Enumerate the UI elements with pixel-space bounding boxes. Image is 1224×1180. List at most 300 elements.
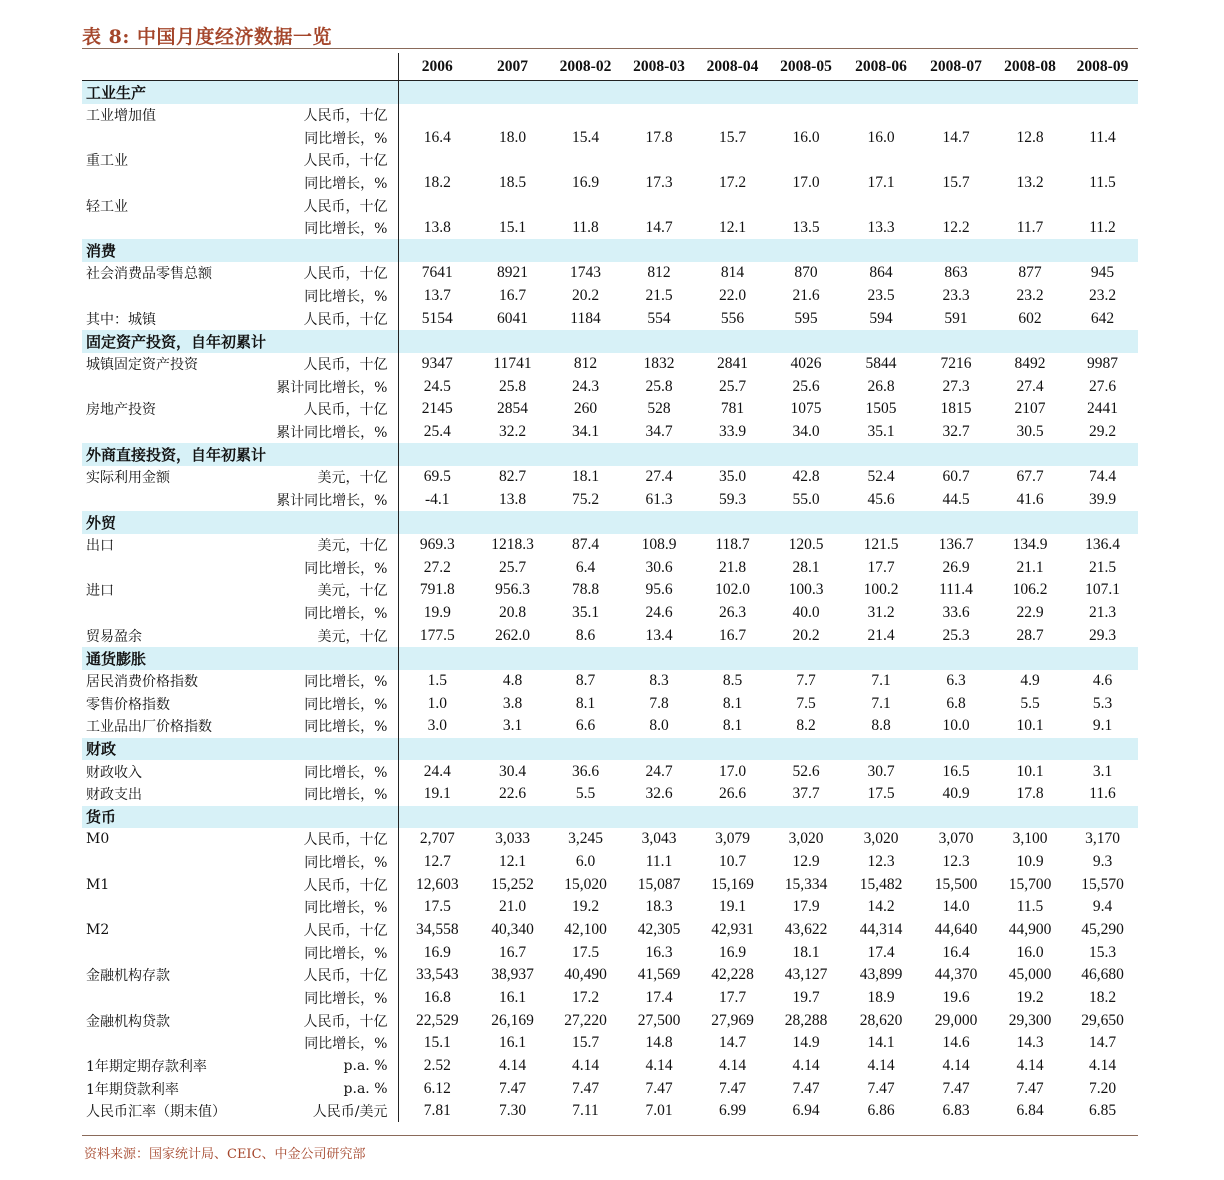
data-cell: 260 [573,400,598,418]
data-cell: 27.2 [423,558,451,576]
data-cell [919,104,993,127]
row-unit: 同比增长，% [264,1032,398,1055]
data-cell [919,149,993,172]
row-label [82,896,264,919]
row-unit: 累计同比增长，% [264,375,398,398]
row-unit: 同比增长，% [264,896,398,919]
data-cell: 7.1 [871,671,891,689]
data-cell: 26.9 [942,558,970,576]
data-cell: 23.2 [1016,287,1044,305]
data-cell: 27,220 [564,1011,607,1029]
data-cell: 8.1 [575,694,596,712]
data-cell: 15,169 [711,875,754,893]
data-cell: 19.1 [423,785,451,803]
data-cell [622,194,696,217]
data-cell: 11.5 [1089,173,1116,191]
data-cell: 24.6 [645,604,673,622]
table-row [82,194,1138,217]
data-cell: 17.8 [1016,785,1044,803]
data-cell: 33.6 [942,604,970,622]
data-cell: 25.4 [423,422,451,440]
data-cell: 22.0 [718,287,747,305]
data-cell: 12.1 [718,219,747,237]
data-cell: 31.2 [867,604,895,622]
data-cell: 25.8 [498,377,527,395]
data-cell [769,104,843,127]
column-header: 2008-02 [549,53,622,81]
data-cell: 5.3 [1092,694,1113,712]
data-cell [622,149,696,172]
data-cell: 18.0 [498,128,527,146]
data-cell: 14.7 [1088,1034,1117,1052]
data-cell: 35.1 [571,604,600,622]
column-header: 2008-08 [993,53,1067,81]
table-row [82,398,1138,421]
data-cell: 20.2 [792,626,820,644]
data-cell: 3,020 [863,830,899,848]
table-row [82,556,1138,579]
data-cell: 43,899 [859,966,903,984]
data-cell: 26.3 [718,604,747,622]
data-cell: 7.8 [649,694,669,712]
data-cell: 21.5 [1088,558,1117,576]
data-cell: 863 [944,264,968,282]
data-cell: 3,070 [938,830,974,848]
data-cell: 18.2 [1088,988,1117,1006]
data-cell: 25.7 [498,558,527,576]
data-cell: 27.4 [645,468,673,486]
row-unit: 人民币，十亿 [264,873,398,896]
data-cell: 35.0 [718,468,747,486]
table-row [82,1032,1138,1055]
data-cell: 3.0 [427,717,447,735]
table-row [82,670,1138,693]
data-cell: 3.1 [502,717,523,735]
data-cell: 595 [794,309,818,327]
data-cell: 45,000 [1008,966,1052,984]
data-cell: 6.94 [792,1102,820,1120]
data-cell: 9.1 [1092,717,1113,735]
row-unit: 人民币，十亿 [264,1009,398,1032]
data-cell: 528 [647,400,671,418]
data-table-container [82,53,1138,1122]
data-cell: 10.0 [942,717,970,735]
data-cell: 69.5 [423,468,451,486]
section-title: 工业生产 [82,81,398,104]
data-cell: 4.14 [571,1056,600,1074]
data-cell: 21.6 [792,287,820,305]
data-cell: 1.5 [427,671,447,689]
data-cell: 29.2 [1088,422,1117,440]
data-cell: 15,570 [1081,875,1124,893]
data-cell: 3,020 [788,830,824,848]
data-cell: 594 [869,309,893,327]
data-cell: 95.6 [645,581,673,599]
header-blank-unit [264,53,398,81]
data-cell: 82.7 [498,468,527,486]
row-label [82,421,264,444]
row-unit: 人民币，十亿 [264,919,398,942]
row-label [82,987,264,1010]
row-unit: 人民币，十亿 [264,828,398,851]
data-cell: 8.7 [575,671,596,689]
data-cell [476,104,549,127]
row-label: 轻工业 [86,198,128,215]
table-body [82,81,1138,1123]
row-label: 城镇固定资产投资 [86,357,198,373]
data-cell: 46,680 [1081,966,1124,984]
data-cell: 8.1 [722,717,743,735]
section-title: 固定资产投资，自年初累计 [82,330,398,353]
row-unit: 人民币，十亿 [264,149,398,172]
section-header-row [82,806,1138,829]
data-cell: 21.1 [1016,558,1044,576]
data-cell: 78.8 [571,581,600,599]
data-cell: 29,300 [1008,1011,1052,1029]
data-cell: 16.1 [498,988,527,1006]
data-cell [549,194,622,217]
table-row [82,1055,1138,1078]
table-row [82,919,1138,942]
section-header-row [82,330,1138,353]
data-cell: 14.9 [792,1034,820,1052]
data-cell [398,149,476,172]
economic-data-table [82,53,1138,1122]
data-cell: 15.1 [423,1034,451,1052]
data-cell: 14.0 [942,898,970,916]
data-cell: 24.4 [423,762,451,780]
data-cell: 8.8 [871,717,891,735]
row-unit: 人民币，十亿 [264,262,398,285]
data-cell: 15,020 [564,875,607,893]
data-cell: 6.3 [946,671,966,689]
data-cell: 111.4 [939,581,973,599]
data-cell: 13.3 [867,219,895,237]
data-cell [843,194,919,217]
data-cell: 7.81 [423,1102,451,1120]
column-header: 2007 [476,53,549,81]
section-title: 外商直接投资，自年初累计 [82,443,398,466]
row-unit: 同比增长，% [264,172,398,195]
data-cell: 16.8 [423,988,451,1006]
data-cell: 11.4 [1089,128,1116,146]
data-cell: 28.1 [792,558,820,576]
table-row [82,353,1138,376]
row-unit: p.a. % [264,1055,398,1078]
column-header: 2008-07 [919,53,993,81]
data-cell [843,104,919,127]
data-cell: 40.0 [792,604,820,622]
data-cell [993,194,1067,217]
data-cell: 16.4 [423,128,451,146]
data-cell: 6.4 [575,558,596,576]
data-cell: 17.7 [867,558,895,576]
data-cell: 12.1 [498,853,527,871]
data-cell: 34.7 [645,422,673,440]
data-cell: 52.6 [792,762,820,780]
data-cell: 9987 [1087,355,1118,372]
data-cell: 5.5 [575,785,596,803]
data-cell: 33.9 [718,422,747,440]
data-cell [476,149,549,172]
data-cell: 21.0 [498,898,527,916]
data-cell: 15,252 [491,875,534,893]
table-row [82,421,1138,444]
data-cell: 136.4 [1085,536,1120,554]
data-cell: 11.7 [1016,219,1044,237]
data-cell: 34,558 [415,921,459,939]
data-cell: 6.12 [423,1079,451,1097]
data-cell: 1.0 [427,694,447,712]
row-label [82,172,264,195]
table-row [82,375,1138,398]
data-cell: 25.8 [645,377,673,395]
data-cell: 3,043 [641,830,677,848]
data-cell: 8921 [497,264,528,282]
title-rule [82,48,1138,49]
data-cell: 75.2 [571,490,600,508]
data-cell: 25.7 [718,377,747,395]
data-cell: 42,305 [637,921,681,939]
data-cell: 20.8 [498,604,527,622]
data-cell: 11.5 [1016,898,1044,916]
data-cell: 44,900 [1008,921,1052,939]
data-cell: 18.3 [645,898,673,916]
table-row [82,873,1138,896]
data-cell: 4.14 [718,1056,747,1074]
data-cell: 16.0 [867,128,895,146]
data-cell: 36.6 [571,762,600,780]
data-cell: 121.5 [863,536,899,554]
data-cell: 7641 [421,264,453,282]
row-unit: 同比增长，% [264,556,398,579]
data-cell: 41.6 [1016,490,1044,508]
data-cell: 1743 [570,264,601,282]
data-cell: 43,127 [784,966,828,984]
data-cell: 17.5 [423,898,451,916]
data-cell: 100.3 [788,581,824,599]
data-cell: 945 [1090,264,1115,282]
row-unit: 人民币，十亿 [264,194,398,217]
data-cell: 30.6 [645,558,673,576]
data-cell: 16.9 [571,173,600,191]
data-cell: 42,228 [711,966,754,984]
data-cell: 26.6 [718,785,747,803]
data-cell: 7.1 [871,694,891,712]
data-cell: 12.9 [792,853,820,871]
data-cell: 21.8 [718,558,747,576]
data-cell: 15.7 [571,1034,600,1052]
section-band [398,806,1138,829]
data-cell: 4.14 [1016,1056,1044,1074]
data-cell: 42.8 [792,468,820,486]
data-cell: 8.0 [649,717,669,735]
row-label: 财政支出 [86,787,142,804]
row-unit: 人民币，十亿 [264,104,398,127]
section-title: 通货膨胀 [82,647,398,670]
data-cell: 35.1 [867,422,895,440]
row-label: 进口 [86,583,114,600]
data-cell: 7.7 [796,671,816,689]
row-label [82,217,264,240]
row-unit: 同比增长，% [264,987,398,1010]
data-cell: 9347 [421,355,453,372]
data-cell: 21.5 [645,287,673,305]
data-cell: 4.14 [792,1056,820,1074]
row-label [82,556,264,579]
row-unit: 同比增长，% [264,783,398,806]
data-cell: 7.47 [1016,1079,1044,1097]
data-cell: 12.3 [867,853,895,871]
data-cell: 19.2 [1016,988,1044,1006]
row-unit: 美元，十亿 [264,534,398,557]
data-cell: 3,100 [1012,830,1048,848]
data-cell: 24.5 [423,377,451,395]
data-cell: 40.9 [942,785,970,803]
row-unit: 同比增长，% [264,692,398,715]
table-row [82,828,1138,851]
data-cell: 3.1 [1092,762,1113,780]
row-unit: 同比增长，% [264,217,398,240]
data-cell: 11.8 [572,219,599,237]
row-label: 零售价格指数 [86,696,170,713]
data-cell: 591 [944,309,968,327]
data-cell: 4.9 [1020,671,1040,689]
table-row [82,217,1138,240]
data-cell: 23.3 [942,287,970,305]
data-cell: 29.3 [1088,626,1117,644]
data-cell: 12.2 [942,219,970,237]
data-cell: 14.2 [867,898,895,916]
data-cell: 16.7 [498,943,527,961]
data-cell: 4.14 [942,1056,970,1074]
data-cell: 18.5 [498,173,527,191]
data-cell: 52.4 [867,468,895,486]
data-cell: 120.5 [788,536,824,554]
table-row [82,602,1138,625]
row-label [82,126,264,149]
column-header: 2008-09 [1067,53,1138,81]
data-cell [769,149,843,172]
data-cell: 42,931 [711,921,754,939]
data-cell: 17.8 [645,128,673,146]
data-cell: 1832 [643,355,675,372]
data-cell: 16.4 [942,943,970,961]
data-cell: 177.5 [419,626,455,644]
row-label [82,851,264,874]
data-cell: 814 [720,264,745,282]
data-cell: 15,700 [1008,875,1052,893]
row-label: 金融机构存款 [86,968,170,985]
data-cell: 106.2 [1012,581,1048,599]
data-cell: 7.01 [645,1102,673,1120]
data-cell: 15.4 [571,128,600,146]
column-header: 2008-03 [622,53,696,81]
data-cell: 24.7 [645,762,673,780]
section-band [398,511,1138,534]
data-cell: 18.1 [571,468,600,486]
section-band [398,647,1138,670]
data-cell: 14.8 [645,1034,673,1052]
data-cell: 24.3 [571,377,600,395]
data-cell: 16.5 [942,762,970,780]
data-cell: 7.47 [867,1079,895,1097]
row-label: 房地产投资 [86,402,156,419]
data-cell: 17.0 [792,173,820,191]
data-cell: 17.9 [792,898,820,916]
data-cell: 6041 [497,309,528,327]
data-cell: 44,640 [934,921,978,939]
data-cell: 4.6 [1092,671,1113,689]
row-label [82,1032,264,1055]
data-cell: 20.2 [571,287,600,305]
section-title: 外贸 [82,511,398,534]
data-cell: 5.5 [1020,694,1040,712]
table-row [82,172,1138,195]
data-cell: 17.2 [571,988,600,1006]
section-title: 货币 [82,806,398,829]
data-cell: 11.6 [1089,785,1116,803]
data-cell: 19.7 [792,988,820,1006]
data-cell: 13.4 [645,626,673,644]
data-cell: 16.7 [718,626,747,644]
data-cell: 44,370 [934,966,978,984]
data-cell: 5154 [421,309,453,327]
data-cell: 2841 [717,355,748,372]
section-header-row [82,443,1138,466]
data-cell: 14.7 [645,219,673,237]
data-cell: 1505 [865,400,897,418]
data-cell: 16.0 [792,128,820,146]
data-cell: 136.7 [938,536,974,554]
data-cell: 4026 [790,355,822,372]
table-row [82,783,1138,806]
data-cell: 13.7 [423,287,451,305]
data-cell: 2854 [497,400,528,418]
data-cell: 262.0 [495,626,530,644]
row-label: M0 [86,831,110,848]
table-row [82,1077,1138,1100]
table-row [82,466,1138,489]
data-cell: 15.3 [1088,943,1117,961]
row-label: 实际利用金额 [86,470,170,487]
data-cell: 102.0 [715,581,750,599]
row-label [82,489,264,512]
data-cell: 13.8 [423,219,451,237]
data-cell: 59.3 [718,490,747,508]
data-cell: 7.11 [572,1102,599,1120]
data-cell: 34.1 [571,422,600,440]
data-cell: 1184 [570,309,601,327]
data-cell: 23.2 [1088,287,1117,305]
row-label: 工业品出厂价格指数 [86,719,212,736]
data-cell: 30.7 [867,762,895,780]
data-cell: 16.3 [645,943,673,961]
data-cell: 19.1 [718,898,747,916]
row-unit: p.a. % [264,1077,398,1100]
data-cell: 8492 [1014,355,1046,372]
data-cell: 60.7 [942,468,970,486]
section-band [398,81,1138,104]
section-header-row [82,738,1138,761]
table-row [82,534,1138,557]
section-title: 消费 [82,239,398,262]
data-cell: 44.5 [942,490,970,508]
data-cell [622,104,696,127]
header-blank-label [82,53,264,81]
row-label: 其中：城镇 [86,311,156,328]
section-band [398,239,1138,262]
